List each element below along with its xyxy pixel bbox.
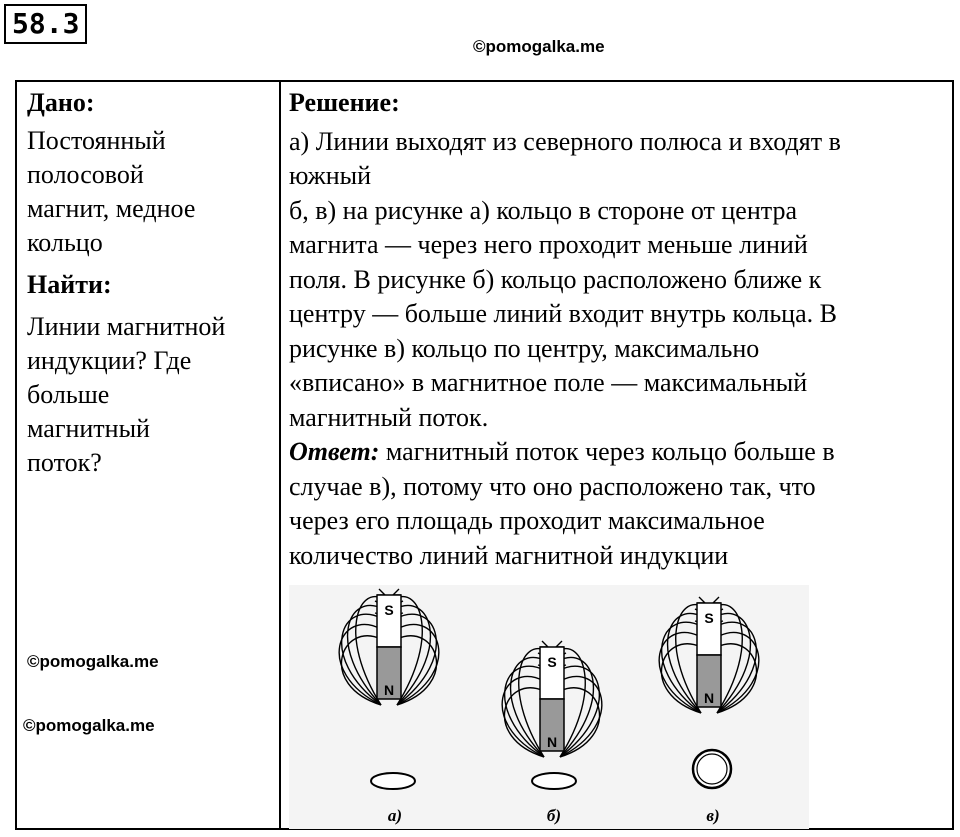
magnet-b [502,641,602,757]
ring-c [693,750,731,788]
solution-heading: Решение: [289,88,400,117]
find-line: поток? [27,448,102,477]
given-line: магнит, медное [27,194,196,223]
magnet-a [339,589,439,705]
find-line: магнитный [27,414,150,443]
answer-line: случае в), потому что оно расположено так, что [289,471,816,501]
pole-s-label: S [704,610,714,626]
magnet-figure [289,585,809,829]
find-line: Линии магнитной [27,312,226,341]
solution-line: б, в) на рисунке а) кольцо в стороне от центра [289,195,797,225]
given-line: полосовой [27,160,144,189]
problem-number: 58.3 [4,4,87,44]
find-text [27,310,273,480]
find-line: больше [27,380,110,409]
answer-line: через его площадь проходит максимальное [289,506,765,535]
solution-text [289,125,951,574]
ring-b [532,773,576,789]
solution-line: поля. В рисунке б) кольцо расположено ближе к [289,264,822,294]
given-column [27,86,273,480]
pole-s-label: S [384,602,394,618]
given-text [27,124,273,260]
watermark-top: ©pomogalka.me [473,37,605,56]
solution-table [15,80,954,830]
watermark-left-1: ©pomogalka.me [27,652,159,671]
caption-b: б) [546,806,562,825]
answer-label: Ответ: [289,437,380,466]
solution-line: рисунке в) кольцо по центру, максимально [289,333,760,363]
given-line: кольцо [27,228,103,257]
answer-line: магнитный поток через кольцо больше в [379,437,835,466]
find-line: индукции? Где [27,346,192,375]
pole-n-label: N [703,690,715,706]
solution-line: а) Линии выходят из северного полюса и входят в [289,126,841,156]
given-heading: Дано: [27,88,95,117]
solution-line: южный [289,161,372,190]
caption-c: в) [706,806,720,825]
column-divider [279,82,281,828]
answer-line: количество линий магнитной индукции [289,540,729,570]
given-line: Постоянный [27,126,166,155]
caption-a: а) [387,806,403,825]
pole-s-label: S [547,654,557,670]
ring-a [371,773,415,789]
find-heading: Найти: [27,270,112,299]
watermark-left-2: ©pomogalka.me [23,716,155,735]
solution-line: магнитный поток. [289,402,489,432]
solution-column [289,86,951,573]
pole-n-label: N [383,682,395,698]
solution-line: магнита — через него проходит меньше линий [289,230,808,259]
pole-n-label: N [546,734,558,750]
solution-line: «вписано» в магнитное поле — максимальный [289,368,808,397]
magnet-diagram [289,585,809,829]
magnet-c [659,597,759,713]
solution-line: центру — больше линий входит внутрь кольца. В [289,299,837,328]
